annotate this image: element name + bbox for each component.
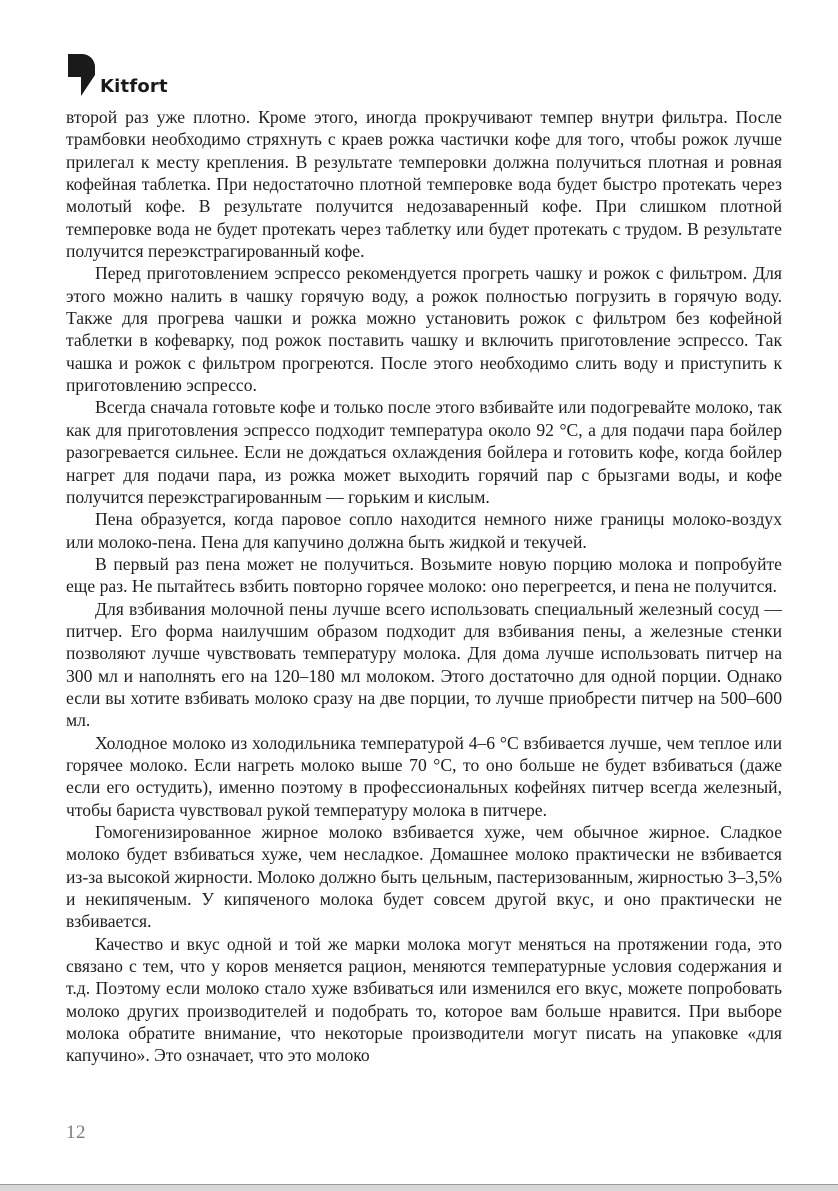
manual-text: [66, 106, 782, 1067]
paragraph: Качество и вкус одной и той же марки молока могут меняться на протяжении года, это связано с тем, что у коров меняется рацион, меняются температурные условия содержания и т.д. Поэтому если молоко стало хуже взбиваться или изменился его вкус, можете попробовать молоко других производителей и подобрать то, которое вам больше нравится. При выборе молока обратите внимание, что некоторые производители могут писать на упаковке «для капучино». Это означает, что это молоко: [66, 933, 782, 1066]
paragraph: Гомогенизированное жирное молоко взбивается хуже, чем обычное жирное. Сладкое молоко будет взбиваться хуже, чем несладкое. Домашнее молоко практически не взбивается из-за высокой жирности. Молоко должно быть цельным, пастеризованным, жирностью 3–3,5% и некипяченым. У кипяченого молока будет совсем другой вкус, и оно практически не взбивается.: [66, 822, 782, 932]
kitfort-mark-icon: [66, 50, 98, 98]
paragraph: В первый раз пена может не получиться. Возьмите новую порцию молока и попробуйте еще раз. Не пытайтесь взбить повторно горячее молоко: оно перегреется, и пена не получится.: [66, 553, 782, 597]
paragraph-continued: второй раз уже плотно. Кроме этого, иногда прокручивают темпер внутри фильтра. После трамбовки необходимо стряхнуть с краев рожка частички кофе для того, чтобы рожок лучше прилегал к месту крепления. В результате темперовки должна получиться плотная и ровная кофейная таблетка. При недостаточно плотной темперовке вода будет быстро протекать через молотый кофе. В результате получится недозаваренный кофе. При слишком плотной темперовке вода не будет протекать через таблетку или будет протекать с трудом. В результате получится переэкстрагированный кофе.: [66, 107, 782, 262]
brand-logo: [66, 48, 168, 98]
brand-name: Kitfort: [100, 76, 168, 97]
page-bottom-edge: [0, 1184, 838, 1191]
paragraph: Холодное молоко из холодильника температурой 4–6 °C взбивается лучше, чем теплое или горячее молоко. Если нагреть молоко выше 70 °C, то оно больше не будет взбиваться (даже если его остудить), именно поэтому в профессиональных кофейнях питчер всегда железный, чтобы бариста чувствовал рукой температуру молока в питчере.: [66, 732, 782, 820]
paragraph: Для взбивания молочной пены лучше всего использовать специальный железный сосуд — питчер. Его форма наилучшим образом подходит для взбивания пены, а железные стенки позволяют лучше чувствовать температуру молока. Для дома лучше использовать питчер на 300 мл и наполнять его на 120–180 мл молоком. Этого достаточно для одной порции. Однако если вы хотите взбивать молоко сразу на две порции, то лучше приобрести питчер на 500–600 мл.: [66, 598, 782, 731]
page-number: 12: [66, 1122, 86, 1143]
paragraph: Пена образуется, когда паровое сопло находится немного ниже границы молоко-воздух или молоко-пена. Пена для капучино должна быть жидкой и текучей.: [66, 509, 782, 552]
paragraph: Перед приготовлением эспрессо рекомендуется прогреть чашку и рожок с фильтром. Для этого можно налить в чашку горячую воду, а рожок полностью погрузить в горячую воду. Также для прогрева чашки и рожка можно установить рожок с фильтром без кофейной таблетки в кофеварку, под рожок поставить чашку и включить приготовление эспрессо. Так чашка и рожок с фильтром прогреются. После этого необходимо слить воду и приступить к приготовлению эспрессо.: [66, 263, 782, 396]
paragraph: Всегда сначала готовьте кофе и только после этого взбивайте или подогревайте молоко, так как для приготовления эспрессо подходит температура около 92 °C, а для подачи пара бойлер разогревается сильнее. Если не дождаться охлаждения бойлера и готовить кофе, когда бойлер нагрет для подачи пара, из рожка может выходить горячий пар с брызгами воды, и кофе получится переэкстрагированным — горьким и кислым.: [66, 397, 782, 507]
